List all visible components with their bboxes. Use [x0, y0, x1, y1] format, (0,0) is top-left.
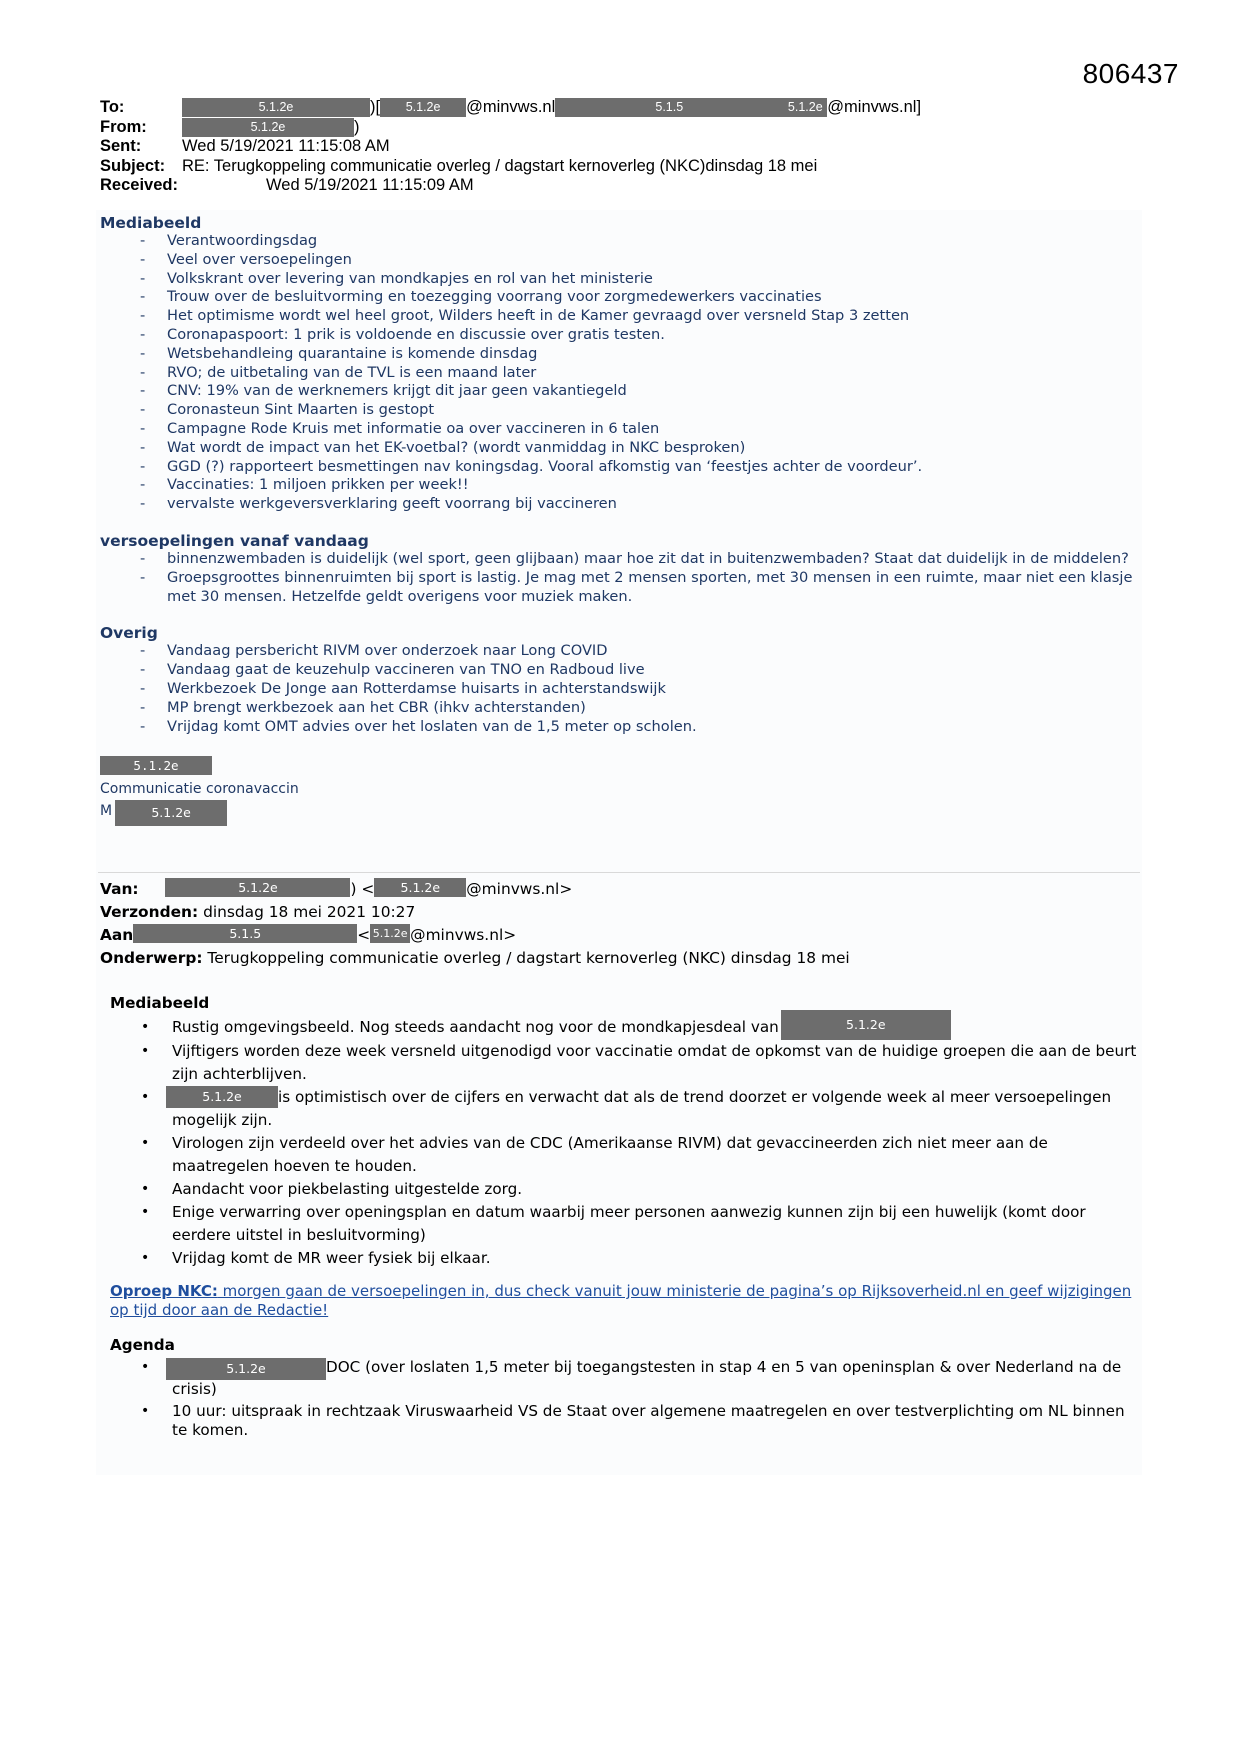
- aan-label: Aan: [100, 926, 134, 944]
- mediabeeld-item: - Het optimisme wordt wel heel groot, Wilders heeft in de Kamer gevraagd over versneld Stap 3 zetten: [140, 307, 1140, 326]
- versoepelingen-heading: versoepelingen vanaf vandaag: [100, 531, 369, 550]
- oproep-label: Oproep NKC:: [110, 1282, 218, 1300]
- received-value: Wed 5/19/2021 11:15:09 AM: [266, 176, 474, 194]
- to-text: )[: [370, 98, 381, 116]
- redaction: 5.1.2e: [182, 118, 354, 137]
- received-row: [100, 176, 921, 196]
- mediabeeld-heading-2: Mediabeeld: [110, 994, 210, 1012]
- received-label: Received:: [100, 176, 178, 194]
- mediabeeld-item: - Trouw over de besluitvorming en toezegging voorrang voor zorgmedewerkers vaccinaties: [140, 288, 1140, 307]
- subject-row: [100, 157, 921, 177]
- mediabeeld-bullets: [110, 1016, 1140, 1270]
- mediabeeld-item: - Campagne Rode Kruis met informatie oa over vaccineren in 6 talen: [140, 420, 1140, 439]
- agenda-heading: Agenda: [110, 1336, 175, 1354]
- mediabeeld-item: - Coronapaspoort: 1 prik is voldoende en discussie over gratis testen.: [140, 326, 1140, 345]
- mediabeeld-item: - Coronasteun Sint Maarten is gestopt: [140, 401, 1140, 420]
- mediabeeld-item: - Veel over versoepelingen: [140, 251, 1140, 270]
- overig-item: - Vandaag gaat de keuzehulp vaccineren van TNO en Radboud live: [140, 661, 1140, 680]
- van-label: Van:: [100, 880, 139, 898]
- mediabeeld-item: - CNV: 19% van de werknemers krijgt dit jaar geen vakantiegeld: [140, 382, 1140, 401]
- to-row: [100, 98, 921, 118]
- list-item: • Vijftigers worden deze week versneld uitgenodigd voor vaccinatie omdat de opkomst van de huidige groepen die aan de beurt zijn achterblijven.: [172, 1040, 1140, 1086]
- signature: [100, 756, 1140, 826]
- list-item: • Aandacht voor piekbelasting uitgestelde zorg.: [172, 1178, 1140, 1201]
- list-item: • 10 uur: uitspraak in rechtzaak Viruswaarheid VS de Staat over algemene maatregelen en over testverplichting om NL binnen te komen.: [172, 1402, 1140, 1440]
- to-text: @minvws.nl]: [827, 98, 922, 116]
- oproep-text: morgen gaan de versoepelingen in, dus check vanuit jouw ministerie de pagina’s op Rijksoverheid.nl en geef wijzigingen op tijd door aan de Redactie!: [110, 1282, 1132, 1319]
- document-number: 806437: [1082, 58, 1179, 89]
- to-text: @minvws.nl: [466, 98, 556, 116]
- redaction: 5.1.2e: [781, 1010, 951, 1040]
- overig-item: - Vrijdag komt OMT advies over het loslaten van de 1,5 meter op scholen.: [140, 718, 1140, 737]
- to-label: To:: [100, 98, 125, 116]
- subject-label: Subject:: [100, 156, 166, 175]
- overig-item: - Vandaag persbericht RIVM over onderzoek naar Long COVID: [140, 642, 1140, 661]
- mediabeeld-item: - Vaccinaties: 1 miljoen prikken per week!!: [140, 476, 1140, 495]
- signature-m: M: [100, 803, 113, 820]
- redaction: 5.1.2e: [100, 756, 212, 775]
- item-text: is optimistisch over de cijfers en verwacht dat als de trend doorzet er volgende week al meer versoepelingen mogelijk zijn.: [172, 1088, 1112, 1129]
- subject-value: RE: Terugkoppeling communicatie overleg / dagstart kernoverleg (NKC)dinsdag 18 mei: [182, 156, 818, 175]
- sent-row: [100, 137, 921, 157]
- redaction: 5.1.2e: [166, 1086, 278, 1108]
- van-row: [100, 878, 850, 901]
- redaction: 5.1.2e: [115, 800, 227, 826]
- mediabeeld-item: - vervalste werkgeversverklaring geeft voorrang bij vaccineren: [140, 495, 1140, 514]
- redaction: 5.1.2e: [374, 878, 466, 897]
- versoepelingen-item: - binnenzwembaden is duidelijk (wel sport, geen glijbaan) maar hoe zit dat in buitenzwembaden? Staat dat duidelijk in de middelen?: [140, 550, 1140, 569]
- oproep-link[interactable]: [110, 1282, 1140, 1320]
- mediabeeld-list: [100, 232, 1140, 514]
- overig-item: - Werkbezoek De Jonge aan Rotterdamse huisarts in achterstandswijk: [140, 680, 1140, 699]
- mediabeeld-item: - RVO; de uitbetaling van de TVL is een maand later: [140, 364, 1140, 383]
- redaction: 5.1.2e: [182, 98, 370, 117]
- aan-tail: @minvws.nl>: [410, 926, 517, 944]
- list-item: [172, 1358, 1140, 1399]
- from-row: [100, 118, 921, 138]
- list-item: [172, 1086, 1140, 1132]
- overig-heading: Overig: [100, 624, 158, 643]
- sent-label: Sent:: [100, 137, 142, 155]
- from-tail: ): [354, 117, 360, 136]
- van-mid: ) <: [350, 880, 375, 898]
- van-tail: @minvws.nl>: [466, 880, 573, 898]
- agenda-bullets: [110, 1358, 1140, 1440]
- overig-item: - MP brengt werkbezoek aan het CBR (ihkv achterstanden): [140, 699, 1140, 718]
- verzonden-value: dinsdag 18 mei 2021 10:27: [203, 903, 416, 921]
- verzonden-label: Verzonden:: [100, 903, 199, 921]
- mediabeeld-item: - Wetsbehandleing quarantaine is komende dinsdag: [140, 345, 1140, 364]
- redaction: 5.1.5: [133, 924, 357, 943]
- signature-department: Communicatie coronavaccin: [100, 781, 299, 798]
- mediabeeld-item: - Verantwoordingsdag: [140, 232, 1140, 251]
- agenda-section: [110, 1336, 1140, 1440]
- aan-mid: <: [357, 926, 371, 944]
- forwarded-header: [100, 878, 850, 970]
- redaction: 5.1.2e: [165, 878, 350, 897]
- onderwerp-row: [100, 947, 850, 970]
- mediabeeld-heading: Mediabeeld: [100, 214, 202, 232]
- from-label: From:: [100, 117, 147, 136]
- list-item: • Enige verwarring over openingsplan en datum waarbij meer personen aanwezig kunnen zijn bij een huwelijk (komt door eerdere uitstel in besluitvorming): [172, 1201, 1140, 1247]
- mediabeeld-item: - GGD (?) rapporteert besmettingen nav koningsdag. Vooral afkomstig van ‘feestjes achter de voordeur’.: [140, 458, 1140, 477]
- redaction: 5.1.2e: [166, 1358, 326, 1380]
- item-text: DOC (over loslaten 1,5 meter bij toegangstesten in stap 4 en 5 van openinsplan & over Nederland na de crisis): [172, 1358, 1122, 1398]
- separator-line: [98, 872, 1140, 873]
- aan-row: [100, 924, 850, 947]
- mediabeeld-item: - Wat wordt de impact van het EK-voetbal? (wordt vanmiddag in NKC besproken): [140, 439, 1140, 458]
- redaction: 5.1.2e: [783, 98, 827, 117]
- sent-value: Wed 5/19/2021 11:15:08 AM: [182, 137, 390, 155]
- onderwerp-label: Onderwerp:: [100, 949, 203, 967]
- versoepelingen-list: [100, 550, 1140, 606]
- redaction: 5.1.5: [555, 98, 783, 117]
- verzonden-row: [100, 901, 850, 924]
- redaction: 5.1.2e: [380, 98, 466, 117]
- email-header: [100, 98, 921, 196]
- item-text: Rustig omgevingsbeeld. Nog steeds aandacht nog voor de mondkapjesdeal van: [172, 1018, 779, 1036]
- overig-list: [100, 642, 1140, 736]
- onderwerp-value: Terugkoppeling communicatie overleg / dagstart kernoverleg (NKC) dinsdag 18 mei: [207, 949, 850, 967]
- versoepelingen-item: - Groepsgroottes binnenruimten bij sport is lastig. Je mag met 2 mensen sporten, met 30 mensen in een ruimte, maar niet een klasje met 30 mensen. Hetzelfde geldt overigens voor muziek maken.: [140, 569, 1140, 607]
- list-item: [172, 1016, 1140, 1040]
- list-item: • Virologen zijn verdeeld over het advies van de CDC (Amerikaanse RIVM) dat gevaccineerden zich niet meer aan de maatregelen hoeven te houden.: [172, 1132, 1140, 1178]
- to-value: [182, 98, 921, 118]
- reply-body: [100, 214, 1140, 826]
- redaction: 5.1.2e: [370, 924, 410, 943]
- forwarded-body: [110, 994, 1140, 1443]
- list-item: • Vrijdag komt de MR weer fysiek bij elkaar.: [172, 1247, 1140, 1270]
- mediabeeld-item: - Volkskrant over levering van mondkapjes en rol van het ministerie: [140, 270, 1140, 289]
